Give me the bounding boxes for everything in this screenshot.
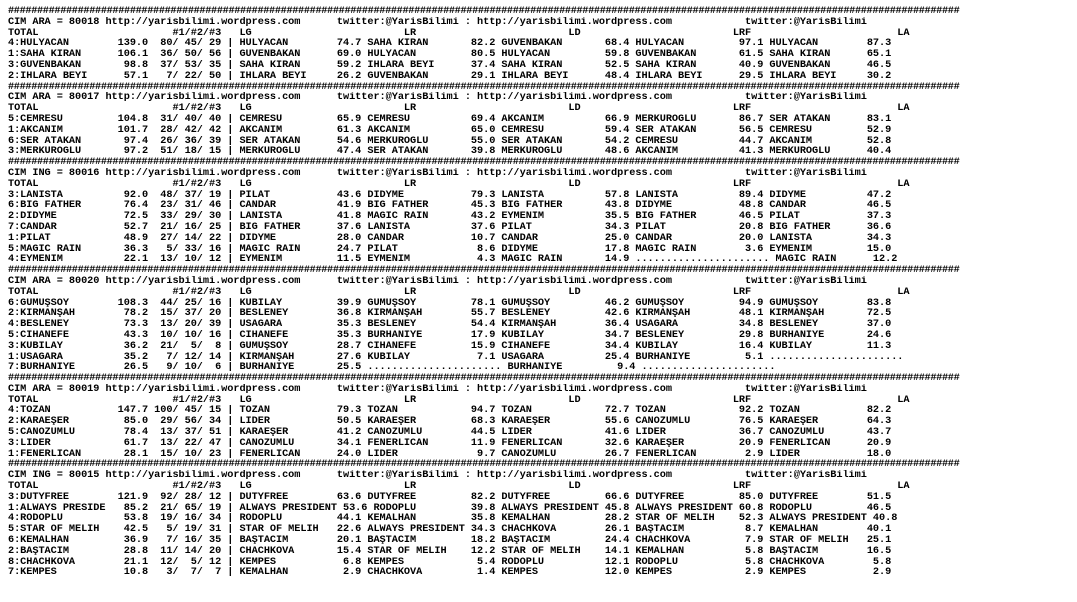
horse-row: 2:IHLARA BEYİ 57.1 7/ 22/ 50 | IHLARA BEYİ 26.2 GÜVENBAKAN 29.1 IHLARA BEYİ 48.4 IHLARA BEYİ 29.5 IHLARA BEYİ 30.2 bbox=[8, 70, 892, 82]
separator-line: #################################################################################################################################################################### bbox=[8, 373, 960, 384]
horse-row: 1:ALWAYS PRESIDE 85.2 21/ 65/ 19 | ALWAYS PRESIDENT 53.6 RODOPLU 39.8 ALWAYS PRESIDENT 45.8 ALWAYS PRESIDENT 60.8 RODOPLU 46.5 bbox=[8, 502, 892, 514]
horse-row: 4:HÜLYACAN 139.0 80/ 45/ 29 | HÜLYACAN 74.7 SAHA KIRAN 82.2 GÜVENBAKAN 68.4 HÜLYACAN 97.1 HÜLYACAN 87.3 bbox=[8, 38, 892, 50]
horse-row: 2:BAŞTACIM 28.8 11/ 14/ 20 | CHACHKOVA 15.4 STAR OF MELİH 12.2 STAR OF MELİH 14.1 KEMALHAN 5.8 BAŞTACIM 16.5 bbox=[8, 545, 892, 557]
horse-row: 7:KEMPES 10.8 3/ 7/ 7 | KEMALHAN 2.9 CHACHKOVA 1.4 KEMPES 12.0 KEMPES 2.9 KEMPES 2.9 bbox=[8, 567, 892, 579]
horse-row: 6:GÜMÜŞSOY 108.3 44/ 25/ 16 | KUBİLAY 39.9 GÜMÜŞSOY 78.1 GÜMÜŞSOY 46.2 GÜMÜŞSOY 94.9 GÜMÜŞSOY 83.8 bbox=[8, 297, 892, 309]
horse-row: 3:MERKÜROĞLU 97.2 51/ 18/ 15 | MERKÜROĞLU 47.4 SER ATAKAN 39.8 MERKÜROĞLU 48.6 AKCANIM 41.3 MERKÜROĞLU 40.4 bbox=[8, 146, 892, 158]
race-header: CIM ARA = 80017 http://yarisbilimi.wordpress.com twitter:@YarisBilimi : http://yarisbilimi.wordpress.com twitter:@YarisBilimi bbox=[8, 92, 867, 104]
horse-row: 1:PILAT 48.9 27/ 14/ 22 | DIDYME 28.0 CANDAR 10.7 CANDAR 25.0 CANDAR 20.0 LANISTA 34.3 bbox=[8, 232, 892, 244]
horse-row: 1:FENERLİCAN 28.1 15/ 10/ 23 | FENERLİCAN 24.0 LİDER 9.7 CANÖZÜMLÜ 26.7 FENERLİCAN 2.9 LİDER 18.0 bbox=[8, 448, 892, 460]
horse-row: 7:CANDAR 52.7 21/ 16/ 25 | BIG FATHER 37.6 LANISTA 37.6 PILAT 34.3 PILAT 20.8 BIG FATHER 36.6 bbox=[8, 221, 892, 233]
horse-row: 8:CHACHKOVA 21.1 12/ 5/ 12 | KEMPES 6.8 KEMPES 5.4 RODOPLU 12.1 RODOPLU 5.8 CHACHKOVA 5.8 bbox=[8, 556, 892, 568]
horse-row: 1:SAHA KIRAN 106.1 36/ 50/ 56 | GÜVENBAKAN 69.0 HÜLYACAN 80.5 HÜLYACAN 59.8 GÜVENBAKAN 61.5 SAHA KIRAN 65.1 bbox=[8, 49, 892, 60]
column-header: TOTAL #1/#2/#3 LG LR LD LRF LA bbox=[8, 27, 910, 39]
race-header: CIM ARA = 80018 http://yarisbilimi.wordpress.com twitter:@YarisBilimi : http://yarisbilimi.wordpress.com twitter:@YarisBilimi bbox=[8, 16, 867, 28]
horse-row: 6:SER ATAKAN 97.4 26/ 36/ 39 | SER ATAKAN 54.6 MERKÜROĞLU 55.0 SER ATAKAN 54.2 CEMRESU 44.7 AKCANIM 52.8 bbox=[8, 135, 892, 147]
horse-row: 2:KIRMANŞAH 78.2 15/ 37/ 20 | BESLENEY 36.8 KIRMANŞAH 55.7 BESLENEY 42.6 KIRMANŞAH 48.1 KIRMANŞAH 72.5 bbox=[8, 308, 892, 320]
horse-row: 3:LANISTA 92.0 48/ 37/ 19 | PILAT 43.6 DIDYME 79.3 LANISTA 57.8 LANISTA 89.4 DIDYME 47.2 bbox=[8, 189, 892, 201]
horse-row: 5:STAR OF MELİH 42.5 5/ 19/ 31 | STAR OF MELİH 22.6 ALWAYS PRESIDENT 34.3 CHACHKOVA 26.1 BAŞTACIM 8.7 KEMALHAN 40.1 bbox=[8, 524, 892, 536]
horse-row: 3:GÜVENBAKAN 98.8 37/ 53/ 35 | SAHA KIRAN 59.2 IHLARA BEYİ 37.4 SAHA KIRAN 52.5 SAHA KIRAN 40.9 GÜVENBAKAN 46.5 bbox=[8, 59, 892, 71]
horse-row: 6:KEMALHAN 36.9 7/ 16/ 35 | BAŞTACIM 20.1 BAŞTACIM 18.2 BAŞTACIM 24.4 CHACHKOVA 7.9 STAR OF MELİH 25.1 bbox=[8, 535, 892, 546]
column-header: TOTAL #1/#2/#3 LG LR LD LRF LA bbox=[8, 103, 910, 114]
horse-row: 1:AKCANIM 101.7 28/ 42/ 42 | AKCANIM 61.3 AKCANIM 65.0 CEMRESU 59.4 SER ATAKAN 56.5 CEMRESU 52.9 bbox=[8, 124, 892, 136]
separator-line: #################################################################################################################################################################### bbox=[8, 81, 960, 93]
separator-line: #################################################################################################################################################################### bbox=[8, 459, 960, 471]
separator-line: #################################################################################################################################################################### bbox=[8, 6, 960, 17]
race-header: CIM ARA = 80020 http://yarisbilimi.wordpress.com twitter:@YarisBilimi : http://yarisbilimi.wordpress.com twitter:@YarisBilimi bbox=[8, 275, 867, 287]
horse-row: 3:DUTYFREE 121.9 92/ 28/ 12 | DUTYFREE 63.6 DUTYFREE 82.2 DUTYFREE 66.6 DUTYFREE 85.0 DUTYFREE 51.5 bbox=[8, 491, 892, 503]
column-header: TOTAL #1/#2/#3 LG LR LD LRF LA bbox=[8, 178, 910, 190]
horse-row: 5:CİHANEFE 43.3 10/ 10/ 16 | CİHANEFE 35.3 BURHANİYE 17.9 KUBİLAY 34.7 BESLENEY 29.8 BURHANİYE 24.6 bbox=[8, 329, 892, 341]
horse-row: 2:KARAEŞER 85.0 29/ 56/ 34 | LİDER 50.5 KARAEŞER 68.3 KARAEŞER 55.6 CANÖZÜMLÜ 76.5 KARAEŞER 64.3 bbox=[8, 416, 892, 428]
horse-row: 4:TOZAN 147.7 100/ 45/ 15 | TOZAN 79.3 TOZAN 94.7 TOZAN 72.7 TOZAN 92.2 TOZAN 82.2 bbox=[8, 405, 892, 417]
horse-row: 3:LİDER 61.7 13/ 22/ 47 | CANÖZÜMLÜ 34.1 FENERLİCAN 11.9 FENERLİCAN 32.6 KARAEŞER 20.9 FENERLİCAN 20.9 bbox=[8, 437, 892, 449]
horse-row: 3:KUBİLAY 36.2 21/ 5/ 8 | GÜMÜŞSOY 28.7 CİHANEFE 15.9 CİHANEFE 34.4 KUBİLAY 16.4 KUBİLAY 11.3 bbox=[8, 340, 892, 352]
race-header: CIM ING = 80015 http://yarisbilimi.wordpress.com twitter:@YarisBilimi : http://yarisbilimi.wordpress.com twitter:@YarisBilimi bbox=[8, 470, 867, 482]
column-header: TOTAL #1/#2/#3 LG LR LD LRF LA bbox=[8, 481, 910, 492]
horse-row: 5:MAGIC RAIN 36.3 5/ 33/ 16 | MAGIC RAIN 24.7 PILAT 8.6 DIDYME 17.8 MAGIC RAIN 3.6 EYMENİM 15.0 bbox=[8, 243, 892, 255]
horse-row: 6:BIG FATHER 76.4 23/ 31/ 46 | CANDAR 41.9 BIG FATHER 45.3 BIG FATHER 43.8 DIDYME 48.8 CANDAR 46.5 bbox=[8, 200, 892, 212]
separator-line: #################################################################################################################################################################### bbox=[8, 265, 960, 276]
separator-line: #################################################################################################################################################################### bbox=[8, 157, 960, 168]
horse-row: 2:DIDYME 72.5 33/ 29/ 30 | LANISTA 41.8 MAGIC RAIN 43.2 EYMENİM 35.5 BIG FATHER 46.5 PILAT 37.3 bbox=[8, 211, 892, 222]
race-header: CIM ARA = 80019 http://yarisbilimi.wordpress.com twitter:@YarisBilimi : http://yarisbilimi.wordpress.com twitter:@YarisBilimi bbox=[8, 383, 867, 395]
column-header: TOTAL #1/#2/#3 LG LR LD LRF LA bbox=[8, 394, 910, 406]
horse-row: 5:CANÖZÜMLÜ 78.4 13/ 37/ 51 | KARAEŞER 41.2 CANÖZÜMLÜ 44.5 LİDER 41.6 LİDER 36.7 CANÖZÜMLÜ 43.7 bbox=[8, 427, 892, 438]
horse-row: 4:BESLENEY 73.3 13/ 20/ 39 | USAGARA 35.3 BESLENEY 54.4 KIRMANŞAH 36.4 USAGARA 34.8 BESLENEY 37.0 bbox=[8, 319, 892, 330]
horse-row: 5:CEMRESU 104.8 31/ 40/ 40 | CEMRESU 65.9 CEMRESU 69.4 AKCANIM 66.9 MERKÜROĞLU 86.7 SER ATAKAN 83.1 bbox=[8, 113, 892, 125]
horse-row: 4:RODOPLU 53.8 19/ 16/ 34 | RODOPLU 44.1 KEMALHAN 35.8 KEMALHAN 28.2 STAR OF MELİH 52.3 ALWAYS PRESIDENT 40.8 bbox=[8, 513, 898, 525]
horse-row: 7:BURHANİYE 26.5 9/ 10/ 6 | BURHANİYE 25.5 ...................... BURHANİYE 9.4 ...................... bbox=[8, 362, 776, 374]
horse-row: 4:EYMENİM 22.1 13/ 10/ 12 | EYMENİM 11.5 EYMENİM 4.3 MAGIC RAIN 14.9 ...................... MAGIC RAIN 12.2 bbox=[8, 254, 898, 266]
race-header: CIM ING = 80016 http://yarisbilimi.wordpress.com twitter:@YarisBilimi : http://yarisbilimi.wordpress.com twitter:@YarisBilimi bbox=[8, 167, 867, 179]
horse-row: 1:USAGARA 35.2 7/ 12/ 14 | KIRMANŞAH 27.6 KUBİLAY 7.1 USAGARA 25.4 BURHANİYE 5.1 ...................... bbox=[8, 351, 904, 363]
column-header: TOTAL #1/#2/#3 LG LR LD LRF LA bbox=[8, 286, 910, 298]
